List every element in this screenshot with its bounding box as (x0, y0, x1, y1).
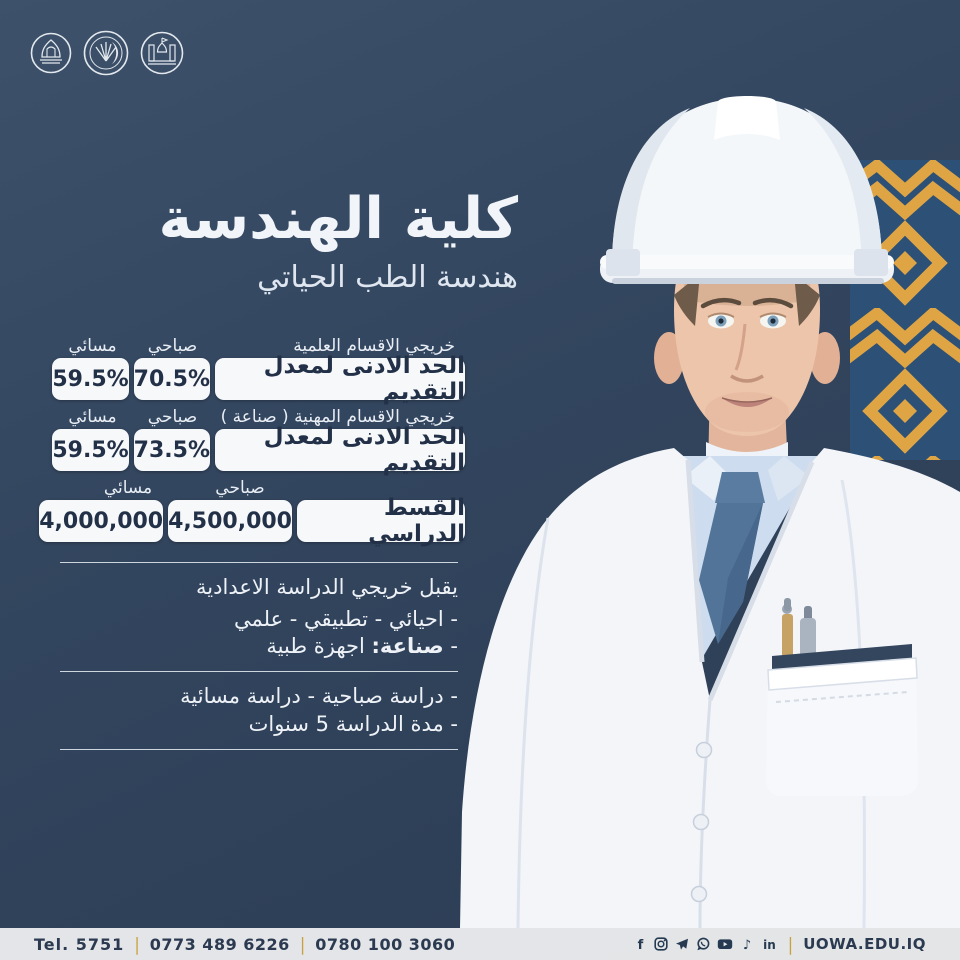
industry-rest: اجهزة طبية (266, 634, 372, 659)
notes-section (60, 562, 458, 750)
row-label-pill: القسط الدراسي (297, 500, 465, 542)
separator: | (299, 933, 306, 955)
engineer-illustration (460, 60, 960, 928)
instagram-icon[interactable] (654, 937, 668, 951)
svg-text:in: in (762, 938, 776, 951)
facebook-icon[interactable] (633, 937, 647, 951)
table-scientific-graduates (52, 333, 465, 405)
campus-gate-emblem-logo (140, 31, 184, 75)
row-label-pill: الحد الادنى لمعدل التقديم (215, 358, 465, 400)
phone-number-1: 0773 489 6226 (149, 934, 290, 954)
svg-text:f: f (637, 938, 644, 951)
linkedin-icon[interactable] (761, 937, 778, 951)
morning-label: صباحي (147, 335, 198, 356)
industry-bold: صناعة: (371, 634, 444, 659)
evening-label: مسائي (68, 335, 117, 356)
morning-label: صباحي (215, 477, 265, 498)
shell-sun-emblem-logo (83, 30, 129, 76)
evening-label: مسائي (68, 406, 117, 427)
accepted-title: يقبل خريجي الدراسة الاعدادية (196, 575, 458, 599)
divider (60, 671, 458, 672)
morning-value-pill: 70.5% (134, 358, 210, 400)
admission-tables (39, 333, 465, 547)
table-header: خريجي الاقسام العلمية (293, 335, 455, 356)
social-icons (633, 937, 778, 951)
separator: | (787, 933, 794, 955)
footer-bar (0, 928, 960, 960)
dash: - (443, 634, 458, 659)
evening-value-pill: 59.5% (52, 429, 128, 471)
separator: | (134, 933, 140, 955)
tel-label: Tel. 5751 (34, 934, 125, 954)
telegram-icon[interactable] (675, 937, 689, 951)
phone-number-2: 0780 100 3060 (315, 934, 456, 954)
svg-text:♪: ♪ (742, 938, 751, 951)
logo-row (30, 30, 184, 76)
page-title: كلية الهندسة (158, 186, 518, 252)
contact-info (34, 935, 455, 954)
study-duration: - مدة الدراسة 5 سنوات (248, 711, 458, 736)
row-label-pill: الحد الادنى لمعدل التقديم (215, 429, 465, 471)
evening-label: مسائي (103, 477, 153, 498)
divider (60, 562, 458, 563)
whatsapp-icon[interactable] (696, 937, 710, 951)
study-shifts: - دراسة صباحية - دراسة مسائية (180, 684, 458, 709)
morning-label: صباحي (147, 406, 198, 427)
table-tuition (39, 475, 465, 547)
footer-right (633, 935, 926, 954)
evening-value-pill: 4,000,000 (39, 500, 163, 542)
accepted-branches: - احيائي - تطبيقي - علمي (233, 607, 458, 631)
morning-value-pill: 4,500,000 (168, 500, 292, 542)
tiktok-icon[interactable] (740, 937, 754, 951)
youtube-icon[interactable] (717, 937, 733, 951)
accepted-industry (60, 634, 458, 659)
title-block (40, 186, 518, 295)
table-header: خريجي الاقسام المهنية ( صناعة ) (220, 406, 455, 427)
website-link[interactable]: UOWA.EDU.IQ (803, 935, 926, 953)
table-vocational-graduates (52, 404, 465, 476)
divider (60, 749, 458, 750)
dome-emblem-logo (30, 32, 72, 74)
evening-value-pill: 59.5% (52, 358, 128, 400)
engineer-photo (460, 60, 960, 928)
page-subtitle: هندسة الطب الحياتي (257, 259, 518, 295)
morning-value-pill: 73.5% (134, 429, 210, 471)
